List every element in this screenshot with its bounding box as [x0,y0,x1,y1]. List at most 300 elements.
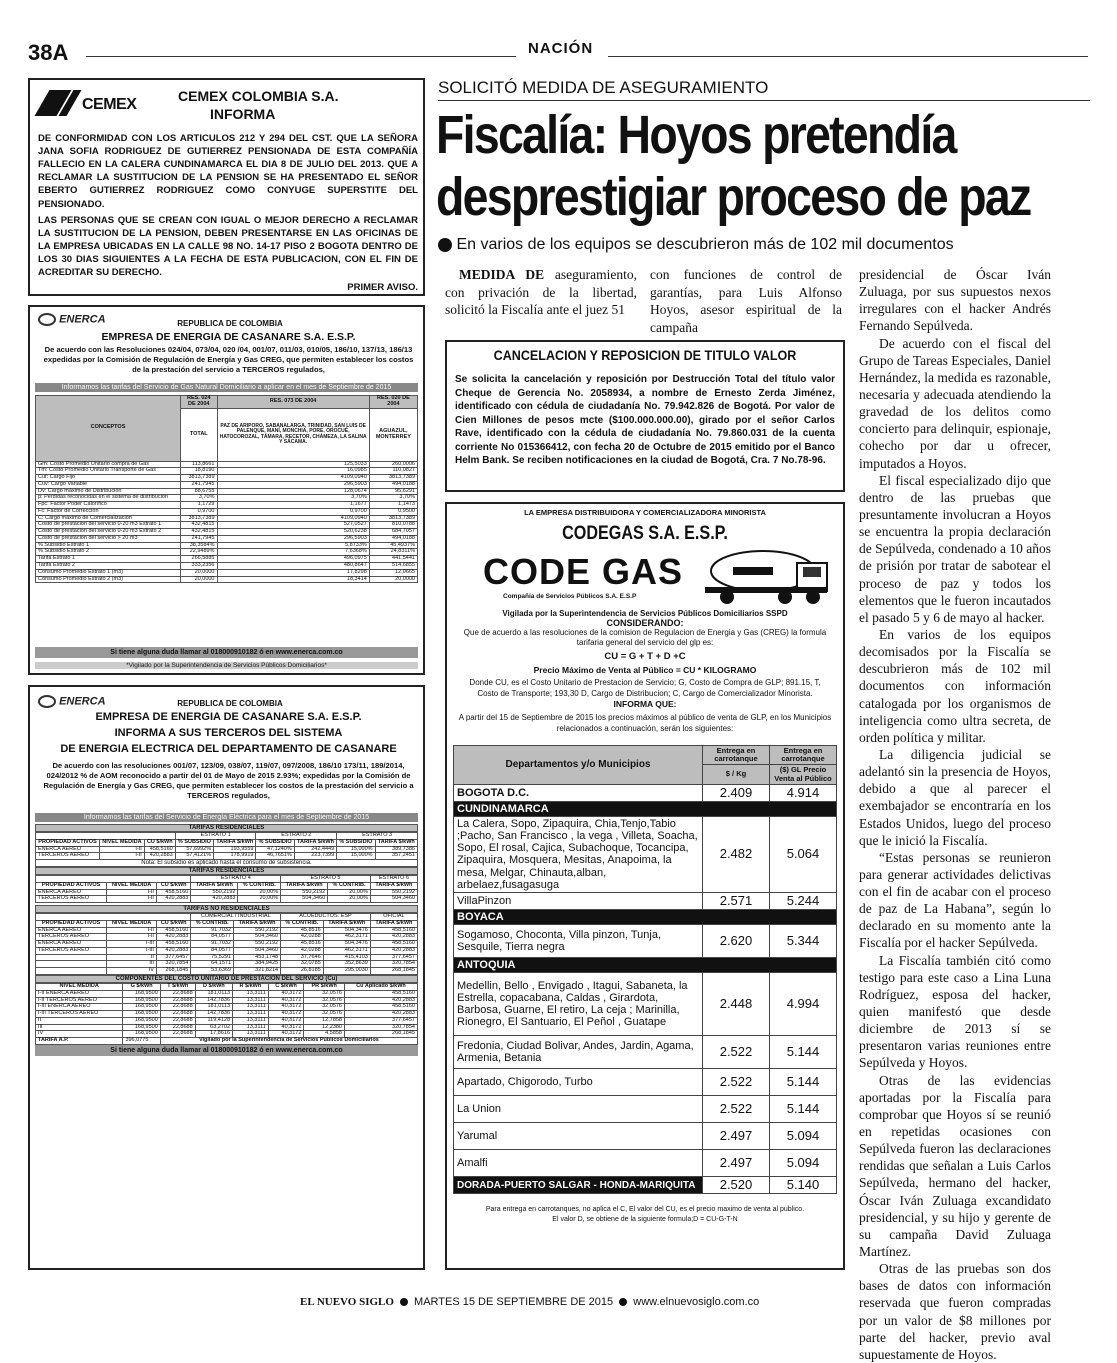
department-header: BOYACA [454,910,837,925]
table-cell: 168,9500 [123,997,160,1004]
table-cell: 4109,0940 [217,515,369,522]
h3-contr: % CONTRIB. [191,920,234,927]
comp-head-cell: D $/kWh [195,984,232,991]
table-cell: Costo de prestacion del servicio > 20 m3 [36,535,181,542]
footer-bullet-icon-2 [619,1298,627,1306]
table-cell: 458,5160 [370,941,417,948]
col-total: TOTAL [181,408,218,461]
table-cell: 168,9500 [123,990,160,997]
department-header: CUNDINAMARCA [454,802,837,817]
h3-contr-2: % CONTRIB. [281,920,324,927]
header-rule-right [608,56,1088,57]
h-c2: Entrega en carrotanque [770,745,837,765]
table-cell: 296,5903 [217,481,369,488]
codegas-logo-text: CODE GAS [483,551,684,592]
enerca-gas-banner: Informamos las tarifas del Servicio de Gas Natural Domiciliario a aplicar en el mes de Septiembre de 2015 [35,383,418,392]
table-cell: 320,7854 [156,961,190,968]
table-cell: 13,3111 [233,1017,269,1024]
table-cell: 458,5160 [345,990,418,997]
col-res2: RES. 073 DE 2004 [217,396,369,409]
table-cell [36,961,107,968]
table-cell: 168,9500 [123,1031,160,1038]
col-3-paragraph: presidencial de Óscar Iván Zuluaga, por sus supuestos nexos irregulares con el hacker Andrés Fernando Sepúlveda. [859,267,1051,334]
price-per-gallon: 5.094 [770,1123,837,1150]
enerca-el-t2: DE ENERGIA ELECTRICA DEL DEPARTAMENTO DE CASANARE [60,743,397,755]
table-cell: 420,2883 [156,934,190,941]
titulo-valor-notice [445,340,845,492]
codegas-foot-1: Para entrega en carrotanques, no aplica el C, El valor del CU, es el precio maximo de venta al publico. [485,1206,805,1214]
municipalities: Medellin, Bello , Envigado , Itagui, Sabaneta, la Estrella, copacabana, Caldas , Girardota, Barbosa, Guarne, El retiro, La ceja ; Marinilla, Rionegro, El Santuario, El Peñol , Guatape [454,973,703,1036]
h-prop: PROPIEDAD ACTIVOS [36,839,100,846]
table-cell: 3,70% [181,495,218,502]
table-cell: II [107,954,157,961]
h-tarifa-2: TARIFA $/kWh [294,839,336,846]
table-cell: 441,5441 [369,556,417,563]
table-cell: 3,70% [369,495,417,502]
municipalities: Yarumal [454,1123,703,1150]
table-cell: 241,7945 [181,481,218,488]
table-cell: 321,8214 [234,968,281,975]
table-cell: 168,9500 [123,1004,160,1011]
res-band-2: TARIFAS RESIDENCIALES [35,867,418,875]
price-row [454,1177,837,1194]
table-cell: 12,2380 [304,1024,345,1031]
table-cell: 223,7399 [294,853,336,860]
municipalities: Apartado, Chigorodo, Turbo [454,1069,703,1096]
codegas-top: LA EMPRESA DISTRIBUIDORA Y COMERCIALIZADORA MINORISTA [524,508,766,517]
comp-head-cell: PR $/kWh [304,984,345,991]
col-1-text: aseguramiento, con privación de la libertad, solicitó la Fiscalía ante el juez 51 [445,267,637,318]
table-cell: 242,4449 [294,846,336,853]
nores-band: TARIFAS NO RESIDENCIALES [35,905,418,913]
table-cell: 504,3460 [370,896,417,903]
table-cell: 32,0576 [304,997,345,1004]
table-cell: 178,9919 [214,853,256,860]
table-cell: Cuv: Cargo Variable [36,481,181,488]
municipalities: Fredonia, Ciudad Bolivar, Andes, Jardin, Agama, Armenia, Betania [454,1036,703,1069]
table-cell: 22,8688 [160,1031,195,1038]
h2-contr-2: % CONTRIB. [328,882,371,889]
codegas-formula: CU = G + T + D +C [604,650,686,662]
price-row [454,1123,837,1150]
price-row [454,973,837,1036]
h3-tarifa: TARIFA $/kWh [234,920,281,927]
table-cell: 22,8688 [160,1004,195,1011]
table-cell: TERCEROS AEREO [36,896,107,903]
headline-1: Fiscalía: Hoyos pretendía [436,105,956,165]
h-c2u: ($) GL Precio Venta al Público [770,765,837,785]
table-cell: 550,2192 [234,941,281,948]
table-cell: 357,2451 [375,853,417,860]
price-per-kg: 2.497 [703,1150,770,1177]
table-cell: 20,0000 [181,569,218,576]
table-cell: 46,7651% [256,853,294,860]
codegas-intro: Que de acuerdo a las resoluciones de la comision de Regulacion de Energia y Gas (CREG) la formula tarifaria general del servicio del glp es: [463,628,827,648]
table-cell: 504,3476 [323,927,370,934]
codegas-logo-sub: Compañía de Servicios Públicos S.A. E.S.P [503,593,637,600]
table-cell: Cuf: Cargo Fijo [36,475,181,482]
price-per-gallon: 5.144 [770,1096,837,1123]
table-cell: IV [107,968,157,975]
price-per-gallon: 5.140 [770,1177,837,1194]
table-cell: I-II [107,889,157,896]
table-cell: 75,5291 [191,954,234,961]
table-cell: III [36,1024,123,1031]
h3-prop: PROPIEDAD ACTIVOS [36,920,107,927]
section-name: NACIÓN [528,40,594,57]
col-conceptos: CONCEPTOS [36,396,181,462]
table-cell: Tm: Costo Promedio Unitario Transporte de Gas [36,468,181,475]
h3-nivel: NIVEL MEDIDA [107,920,157,927]
table-cell: % Subsidio Estrato 2 [36,549,181,556]
table-cell: 53,6369 [191,968,234,975]
col-3-paragraph: La Fiscalía también citó como testigo para este caso a Lina Luna Rodríguez, esposa del hacker, quien manifestó que desde diciembre de 2013 sí se presentaron varias reuniones entre Sepúlveda y Hoyos. [859,952,1051,1071]
enerca-gas-company: EMPRESA DE ENERGIA DE CASANARE S.A. E.S.P. [101,331,356,343]
enerca-gas-notice [28,305,425,675]
table-cell: 4109,0940 [217,475,369,482]
table-cell: Costo de prestacion del servicio 0-20 m3 Estrato 2 [36,529,181,536]
table-cell: 514,6855 [369,563,417,570]
table-cell: 268,1845 [156,968,190,975]
enerca-el-company: EMPRESA DE ENERGIA DE CASANARE S.A. E.S.P. [95,711,362,723]
table-cell: I-II TERCEROS AEREO [36,997,123,1004]
codegas-precio: Precio Máximo de Venta al Público = CU * KILOGRAMO [533,664,757,675]
col-res1: RES. 024 DE 2004 [181,396,218,409]
table-cell: 142,7836 [195,997,232,1004]
note-subsidio: Nota: El subsidio es aplicado hasta el consumo de subsistencia. [35,860,418,867]
table-cell: 18,8190 [181,468,218,475]
col-3-paragraph: De acuerdo con el fiscal del Grupo de Tareas Especiales, Daniel Hernández, la medida es razonable, necesaria y adecuada atendiendo la gravedad de los delitos como concierto para delinquir, espionaje, cohecho por dar u ofrecer, imputados a Hoyos. [859,335,1051,471]
codegas-partir: A partir del 15 de Septiembre de 2015 los precios máximos al público de venta de GLP, en los Municipios relacionados a continuación, serán los siguientes: [458,713,832,733]
table-cell: Dv: Cargo máximo de Distribución [36,488,181,495]
table-cell: 20,00% [328,889,371,896]
table-cell: 20,0000 [181,576,218,583]
table-cell: TERCEROS AEREO [36,947,107,954]
table-cell: 550,2192 [191,889,238,896]
table-cell: 142,7836 [195,1011,232,1018]
table-cell: 389,7386 [375,846,417,853]
cemex-title: CEMEX COLOMBIA S.A. [178,88,339,104]
enerca-logo-icon-2 [38,695,56,708]
page-number: 38A [28,40,69,65]
table-cell: 1,1729 [181,502,218,509]
table-cell: 3813,7389 [181,515,218,522]
enerca-gas-vig: *Vigilado por la Superintendencia de Servicios Públicos Domiciliarios* [35,662,418,669]
table-cell: 168,9500 [123,1017,160,1024]
table-cell: 20,00% [238,889,281,896]
page-header [28,38,1090,64]
price-per-gallon: 5.064 [770,817,837,893]
table-row [36,968,418,975]
table-cell: 57,6992% [175,846,213,853]
comp-head-cell: NIVEL MEDIDA [36,984,123,991]
table-cell: 32,0576 [304,1004,345,1011]
table-cell: ENERCA AEREO [36,846,100,853]
table-cell: 40,3172 [268,1011,304,1018]
table-cell: I-II ENERCA AEREO [36,990,123,997]
table-cell: I-II [107,934,157,941]
table-cell: 458,5160 [156,941,190,948]
table-cell: ENERCA AEREO [36,927,107,934]
table-cell: 3813,7389 [369,515,417,522]
enerca-el-intro: De acuerdo con las resoluciones 001/07, 123/09, 038/07, 119/07, 097/2008, 186/10 173/11, 189/2014, 024/2012 % de AOM reconocido a partir del 01 de Mayo de 2015 2.93%; expedidas por la Comisión de Regulación de Energía y Gas CREG, que permiten establecer los costos de la prestación del servicio a TERCEROS regulados, [43,761,414,800]
table-row [36,576,418,583]
municipalities: BOGOTA D.C. [454,784,703,801]
table-cell: 40,3172 [268,1031,304,1038]
comp-head-cell: G $/kWh [123,984,160,991]
price-per-gallon: 5.144 [770,1069,837,1096]
table-cell: 3,70% [217,495,369,502]
table-cell: 458,5160 [156,927,190,934]
table-cell: 181,0113 [195,1004,232,1011]
footer-brand: EL NUEVO SIGLO [300,1296,394,1308]
footer-date: MARTES 15 DE SEPTIEMBRE DE 2015 [414,1296,614,1308]
article-col-2 [650,266,842,336]
col-3-paragraph: “Estas personas se reunieron para generar actividades delictivas con el fin de acabar con el proceso de paz de La Habana”, según lo declarado en su momento ante la Fiscalía por el hacker Sepúlveda. [859,849,1051,951]
header-rule-left [86,56,516,57]
table-cell: 16,0985 [217,468,369,475]
gas-truck-icon [693,549,833,605]
table-cell: 462,3171 [323,947,370,954]
table-cell: 241,7945 [181,535,218,542]
table-cell: 453,1748 [234,954,281,961]
table-cell: 458,5160 [144,846,175,853]
table-cell: 40,3172 [268,997,304,1004]
titulo-title: CANCELACION Y REPOSICION DE TITULO VALOR [493,348,797,363]
table-cell: 168,9500 [123,1011,160,1018]
table-cell: 5,8733% [217,542,369,549]
table-cell: 420,2883 [156,896,190,903]
table-cell: 22,8688 [160,1024,195,1031]
table-cell: 45,8516 [281,927,324,934]
table-cell: 84,0577 [191,947,234,954]
price-per-kg: 2.571 [703,892,770,909]
table-cell: 0,9700 [181,508,218,515]
table-cell: 420,2883 [345,997,418,1004]
table-cell: 22,8688 [160,1017,195,1024]
price-row [454,1150,837,1177]
cemex-para-1: DE CONFORMIDAD CON LOS ARTICULOS 212 Y 294 DEL CST. QUE LA SEÑORA JANA SOFIA RODRIGUEZ DE GUTIERREZ PENSIONADA DE ESTA COMPAÑÍA FALLECIO EN LA CALERA CUNDINAMARCA EL DIA 8 DE JULIO DEL 2013. QUE A RECLAMAR LA SUSTITUCION DE LA PENSION SE HA PRESENTADO EL SEÑOR EBERTO GUTIERREZ RODRIGUEZ COMO CONYUGE SUPERSTITE DEL PENSIONADO. [38,133,418,210]
enerca-logo-icon [38,313,56,326]
table-cell: 22,8688 [160,997,195,1004]
table-cell: 420,2883 [370,934,417,941]
price-per-kg: 2.620 [703,925,770,958]
h2-tarifa: TARIFA $/kWh [191,882,238,889]
table-cell: 20,0000 [369,576,417,583]
table-cell: 91,7032 [191,927,234,934]
col-res3: RES. 020 DE 2004 [369,396,417,409]
codegas-logo [453,549,837,607]
table-cell: 63,2702 [195,1024,232,1031]
page-footer [300,1296,759,1308]
table-cell: Consumo Promedio Estrato 2 (m3) [36,576,181,583]
col-2-text: con funciones de control de garantías, para Luis Alfonso Hoyos, asesor espiritual de la campaña [650,267,842,335]
h2-tarifa-2: TARIFA $/kWh [281,882,328,889]
table-cell: 520,6238 [217,529,369,536]
h-dept: Departamentos y/o Municipios [454,745,703,784]
table-cell: 37,7646 [281,954,324,961]
h-c1u: $ / Kg [703,765,770,785]
footer-bullet-icon [400,1298,408,1306]
col-3-paragraph: Otras de las evidencias aportadas por la Fiscalía para comprobar que Hoyos sí se reunió en repetidas ocasiones con Sepúlveda fueron las declaraciones rendidas que señalan a Luis Carlos Sepúlveda, hermano del hacker, Óscar Iván Zuluaga excandidato presidencial, y su hijo y gerente de su campaña David Zuluaga Martínez. [859,1072,1051,1260]
table-cell: 810,0788 [369,522,417,529]
h3-cu: CU $/kWh [156,920,190,927]
h2-nivel: NIVEL MEDIDA [107,882,157,889]
table-cell: p: Pérdidas reconocidas en el sistema de distribución [36,495,181,502]
price-row [454,910,837,925]
tarifa-ap-value: 396,0775 [123,1038,160,1045]
table-cell: 128,0674 [217,488,369,495]
h-cu: CU $/kWh [144,839,175,846]
table-cell: 684,7057 [369,529,417,536]
article-kicker: SOLICITÓ MEDIDA DE ASEGURAMIENTO [438,78,769,97]
table-cell: 3813,7389 [369,475,417,482]
table-cell: 32,0576 [304,1011,345,1018]
headline-2: desprestigiar proceso de paz [436,167,1031,227]
table-cell: 32,0576 [304,990,345,997]
table-cell: 119,4128 [195,1017,232,1024]
price-per-kg: 2.522 [703,1096,770,1123]
table-cell: 12,0665 [369,569,417,576]
table-cell: 333,2356 [181,563,218,570]
cemex-notice [28,78,425,296]
department-header: ANTOQUIA [454,958,837,973]
table-cell: 268,1845 [370,968,417,975]
table-cell: 4,5858 [304,1031,345,1038]
table-cell: 22,8688 [160,1011,195,1018]
table-cell: 42,0288 [281,934,324,941]
table-cell: 432,4815 [181,529,218,536]
table-cell: 384,9425 [234,961,281,968]
col-3-paragraph: En varios de los equipos decomisados por la Fiscalía se descubrieron más de 102 mil documentos con información catalogada por los organismos de inteligencia como ultra secreta, de orden política y militar. [859,626,1051,745]
col-3-paragraph: La diligencia judicial se adelantó sin la presencia de Hoyos, debido a que al parecer el exembajador se encontraría en los Estados Unidos, luego del proceso que le inició la Fiscalía. [859,746,1051,848]
table-cell: 432,4815 [181,522,218,529]
table-cell: % Subsidio Estrato 1 [36,542,181,549]
h-c1: Entrega en carrotanque [703,745,770,765]
table-row [36,896,418,903]
table-cell: 42,0288 [281,947,324,954]
table-cell: 15,000% [337,846,375,853]
table-cell: 462,3171 [323,934,370,941]
estrato-5-head: ESTRATO 5 [281,876,371,883]
h3-tarifa-3: TARIFA $/kWh [370,920,417,927]
table-cell: 113,8661 [181,461,218,468]
codegas-name: CODEGAS S.A. E.S.P. [562,523,728,544]
enerca-el-republic: REPUBLICA DE COLOMBIA [177,699,283,708]
price-per-kg: 2.497 [703,1123,770,1150]
enerca-el-note: Si tiene alguna duda llamar al 018000910182 ó en www.enerca.com.co [35,1045,418,1056]
comp-head-cell: T $/kWh [160,984,195,991]
table-cell: 420,2883 [156,947,190,954]
table-cell: 18,3414 [217,576,369,583]
table-cell: Consumo Promedio Estrato 1 (m3) [36,569,181,576]
h-tarifa: TARIFA $/kWh [214,839,256,846]
col-3-paragraph: Otras de las pruebas son dos bases de datos con información reservada que fueron compradas por un valor de $8 millones por parte del hacker, previo aval supuestamente de Hoyos. [859,1261,1051,1362]
municipalities: La Calera, Sopo, Zipaquira, Chia,Tenjo,Tabio ;Pacho, San Francisco , la vega , Villeta, Soacha, Sopo, El rosal, Cajica, Subachoque, Tocancipa, Zipaquira, Mosquera, Mesitas, Anapoima, la mesa, Melgar, Chinauta,alban, arbelaez,fusagasuga [454,817,703,893]
price-per-kg: 2.522 [703,1069,770,1096]
cemex-body [38,132,418,294]
table-cell: 91,7032 [191,941,234,948]
table-cell: 296,5903 [217,535,369,542]
h2-contr: % CONTRIB. [238,882,281,889]
table-cell: 84,0577 [191,934,234,941]
table-cell: I-II [100,846,145,853]
h-sub-2: % SUBSIDIO [256,839,294,846]
table-cell: I-II [100,853,145,860]
table-cell: I-III ENERCA AEREO [36,1004,123,1011]
codegas-notice [445,502,845,1270]
h-sub: % SUBSIDIO [175,839,213,846]
table-cell: 13,3111 [233,1011,269,1018]
table-cell: 0,9500 [369,508,417,515]
table-cell: 527,0527 [217,522,369,529]
footer-url[interactable]: www.elnuevosiglo.com.co [633,1296,760,1308]
comp-head-cell: C $/kWh [268,984,304,991]
table-cell: 420,2883 [144,853,175,860]
estrato-4-head: ESTRATO 4 [191,876,281,883]
table-cell: Fpc: Factor Poder Calorífico [36,502,181,509]
table-cell: 12,7858 [304,1017,345,1024]
titulo-body: Se solicita la cancelación y reposición por Destrucción Total del título valor Cheque de Gerencia No. 2058934, a nombre de Ernesto Zerda Jiménez, identificado con cédula de ciudadanía No. 79.942.826 de Bogotá. Por valor de Cien Millones de pesos mcte ($100.000.000.00), girado por el señor Carlos Rave, identificado con la cédula de ciudadanía No. 79.860.031 de la cuenta corriente No 015366412, con fecha 20 de Octubre de 2015 emitido por el Banco Helm Bank. Se reciben notificaciones en la ciudad de Bogotá, Cra. 7 No.78-96. [455,374,835,466]
table-cell: 47,1240% [256,846,294,853]
table-cell: 420,2883 [191,896,238,903]
table-cell: 320,7854 [345,1024,418,1031]
price-per-kg: 2.448 [703,973,770,1036]
enerca-el-vig: Vigilado por la Superintendencia de Servicios Públicos Domiciliarios [160,1038,417,1045]
table-cell: Tarifa Estrato 1 [36,556,181,563]
table-cell: 64,1571 [191,961,234,968]
price-row [454,892,837,909]
table-row [36,853,418,860]
table-cell: 17,8298 [217,569,369,576]
comp-head-cell: Cu Aplicado $/kWh [345,984,418,991]
municipalities: DORADA-PUERTO SALGAR - HONDA-MARIQUITA [454,1177,703,1194]
table-cell: I-II [107,927,157,934]
bullet-icon [438,238,452,252]
enerca-gas-table [35,395,418,583]
table-cell: 20,00% [328,896,371,903]
table-cell: 266,5885 [181,556,218,563]
table-cell: 420,2883 [345,1011,418,1018]
price-per-gallon: 5.094 [770,1150,837,1177]
table-cell: 26,8185 [281,968,324,975]
table-cell [36,954,107,961]
oficial-head: OFICIAL [370,914,417,921]
table-cell: 458,5160 [370,927,417,934]
table-cell: 40,3172 [268,990,304,997]
enerca-el-tables [35,824,418,1056]
table-cell: 458,5160 [156,889,190,896]
h-tarifa-3: TARIFA $/kWh [375,839,417,846]
table-cell: 22,9489% [181,549,218,556]
table-cell: 22,8688 [160,990,195,997]
table-cell: 57,4121% [175,853,213,860]
table-cell: 40,3172 [268,1024,304,1031]
table-cell: 24,8311% [369,549,417,556]
cemex-aviso: PRIMER AVISO. [347,282,418,294]
h2-cu: CU $/kWh [156,882,190,889]
price-row [454,958,837,973]
cemex-logo: CEMEX [42,88,150,118]
enerca-gas-republic: REPUBLICA DE COLOMBIA [177,319,283,328]
table-cell: III [107,961,157,968]
enerca-electric-notice [28,685,425,1270]
table-cell: 32,0785 [281,961,324,968]
table-cell: 181,0113 [195,990,232,997]
table-cell: 13,3111 [233,997,269,1004]
table-cell: 377,6457 [156,954,190,961]
price-row [454,802,837,817]
